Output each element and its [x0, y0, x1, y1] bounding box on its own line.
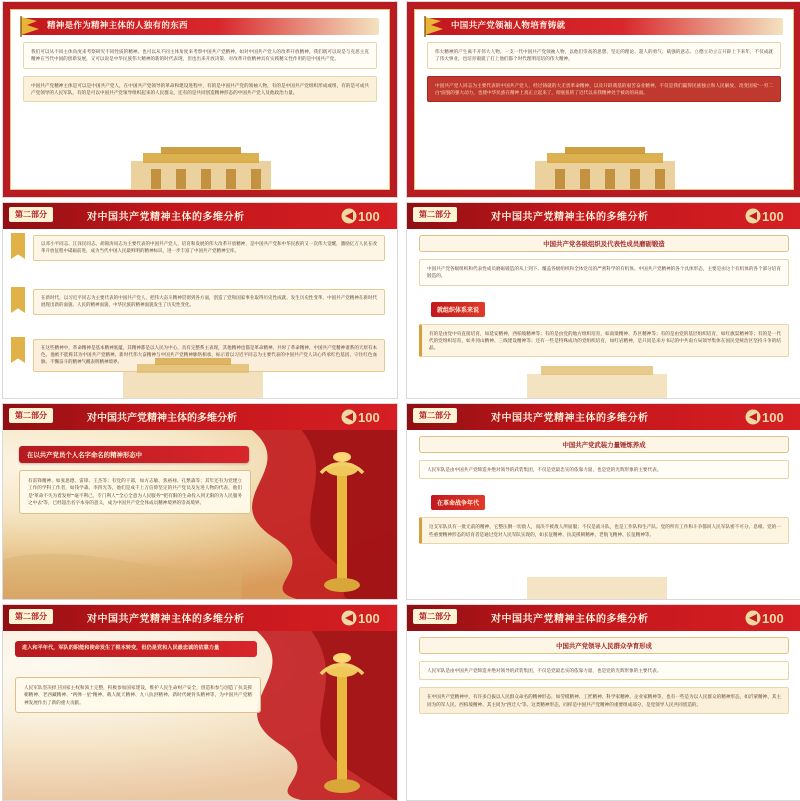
slide-8-body — [407, 631, 800, 800]
section-title: 对中国共产党精神主体的多维分析 — [87, 413, 237, 424]
section-tag: 第二部分 — [413, 207, 457, 222]
slide-2[interactable] — [406, 1, 800, 198]
slide-3-body — [3, 229, 397, 398]
tiananmen-silhouette — [407, 352, 787, 398]
slide-1-inner — [10, 9, 390, 190]
party-100-badge — [340, 608, 392, 628]
section-title: 对中国共产党精神主体的多维分析 — [87, 212, 245, 223]
slide-5-callout: 在以共产党员个人名字命名的精神形态中 — [19, 446, 249, 463]
svg-text:100: 100 — [762, 611, 784, 626]
slide-4-body — [407, 229, 800, 398]
slide-3-block-1: 以邓小平同志、江泽民同志、胡锦涛同志为主要代表的中国共产党人，培育和发展的伟大改革开放精神，是中国共产党和中华民族的又一次伟大觉醒，激励亿万人民在改革开放征程中砥砺前进，成为当代中国人民最鲜明的精神标识，进一步丰富了中国共产党精神宝库。 — [33, 235, 385, 261]
slide-6-body — [407, 430, 800, 599]
slide-4-subtitle-wrap — [419, 294, 789, 317]
section-tag: 第二部分 — [9, 207, 53, 222]
slide-6[interactable] — [406, 403, 800, 600]
slide-8[interactable] — [406, 604, 800, 801]
gold-column-icon — [315, 443, 369, 593]
section-title: 对中国共产党精神主体的多维分析 — [491, 614, 649, 625]
slide-1-title: 精神是作为精神主体的人独有的东西 — [47, 20, 188, 30]
slide-6-sub-para-1: 这支军队具有一批无前的精神，它整压倒一切敌人，而决不被敌人所屈服；不仅是战斗队，也是工作队和生产队。党的所有工作和斗争都同人民军队密不可分、息相。党的一些重要精神形态的培育者是通过党对人民军队实现的，如长征精神、抗美援朝精神、老航飞精神、长征精神等。 — [419, 517, 789, 544]
flag-icon — [421, 13, 447, 39]
slide-7[interactable] — [2, 604, 398, 801]
svg-text:100: 100 — [762, 209, 784, 224]
slide-8-para-1: 人民军队是由中国共产党缔造并绝对领导的武装集团，不仅是党最忠实的依靠力量，也是党的光辉形象的主要代表。 — [419, 661, 789, 680]
slide-3-block-2: 在新时代，以习近平同志为主要代表的中国共产党人，把伟大奋斗精神贯彻到各方面，创造了党和国家事业取得历史性成就、发生历史性变革，中国共产党精神在新时代展现出新的面貌、人民的精神面貌、中华民族的精神面貌发生了历史性变化。 — [33, 289, 385, 315]
gold-column-icon — [315, 644, 369, 794]
party-100-badge — [744, 407, 796, 427]
slide-5[interactable] — [2, 403, 398, 600]
slide-4-para-1: 中国共产党各级组织和代表性成员磨砺锻造的从上到下、覆盖各级组织和全体党员的严密科学的有机体。中国共产党精神的各个具体形态，主要是由这个有机体的各个部分培育锻造的。 — [419, 259, 789, 286]
party-100-badge — [340, 407, 392, 427]
svg-text:100: 100 — [358, 611, 380, 626]
slide-7-body — [3, 631, 397, 800]
ribbon-marker-3 — [11, 337, 25, 363]
slide-6-subtitle-wrap — [419, 487, 789, 510]
section-title: 对中国共产党精神主体的多维分析 — [87, 614, 245, 625]
slide-2-inner — [414, 9, 794, 190]
slide-5-body-text: 有雷锋精神、如张思德、雷锋、王杰等；有党的干部，如方志敏、焦裕禄、孔繁森等；其年还有为党建立工作的学科工作者，如钱学森、李四光等。他们是成千上万信仰坚定的共产党员及先进人物的代表，他们是“革命不失为着发财”“毫不利己，专门利人”“全心全意为人民服务”“把有限的生命投入到无限的为人民服务之中去”等，已经超出名字本身的意义，成为中国共产党全体成员精神境界的崇高境界。 — [19, 470, 251, 514]
flag-icon — [17, 13, 43, 39]
slide-4[interactable] — [406, 202, 800, 399]
section-tag: 第二部分 — [413, 408, 457, 423]
slide-4-sub-para-1: 有的是由党中央直接培育，如延安精神、西柏坡精神等；有的是由党的地方组织培育，如南梁精神、苏区精神等；有的是由党的基层组织培育，如红旗渠精神等；有的是一代代的党组织培育，如井冈山精神、三线建设精神等；还有一些是特殊成功的党组织培育，如红岩精神，是只同是来方书记的中共南方局领导集体在国民党统治区坚持斗争的结晶。 — [419, 324, 789, 358]
slide-4-title: 中国共产党各级组织及代表性成员磨砺锻造 — [419, 235, 789, 252]
slide-2-title: 中国共产党领袖人物培育铸就 — [451, 20, 566, 30]
slide-6-title: 中国共产党武装力量锤炼养成 — [419, 436, 789, 453]
section-tag: 第二部分 — [9, 408, 53, 423]
party-100-badge — [744, 206, 796, 226]
slide-6-subtitle: 在革命战争年代 — [431, 495, 485, 510]
party-100-badge — [340, 206, 392, 226]
slide-8-title: 中国共产党领导人民群众孕育形成 — [419, 637, 789, 654]
slide-2-para-2: 中国共产党人同志为主要代表的中国共产党人，经过铸就的大无畏革命精神，以及开辟奠基的艰苦奋业精神，不仅是我们赢得民族独立和人民解放、改变国家“一穷二白”面貌的强大动力，也使中华民族在精神上真正立起来了，彻底扭转了近代以来我精神处于被动的局面。 — [427, 76, 781, 103]
svg-text:100: 100 — [358, 209, 380, 224]
slide-1-header — [21, 18, 379, 35]
ribbon-marker-2 — [11, 287, 25, 313]
ribbon-marker-1 — [11, 233, 25, 259]
slide-1[interactable] — [2, 1, 398, 198]
section-tag: 第二部分 — [9, 609, 53, 624]
slide-5-body — [3, 430, 397, 599]
section-title: 对中国共产党精神主体的多维分析 — [491, 212, 649, 223]
slide-1-para-1: 我们可以从不同主体角度来考察研究不同性质的精神。也可以从不同主体角度来考察中国共产党精神。如对中国共产党人的改革开放精神。我们既可以说是与克思主克精神在当代中国的创新发展，又可以说是中华民族伟大精神的新的时代表现，但也出来开放决策、对改革开放精神具有实践精义性作用的是中国共产党。 — [23, 42, 377, 69]
section-tag: 第二部分 — [413, 609, 457, 624]
slide-1-para-2: 中国共产党精神主体是可以是中国共产党人，在中国共产党领导的革命和建设进程中，有的是中国共产党的领袖人物，有的是中国共产党组织形成或组，有的是可成共产党领导的人民军队，有的是可以中国共产党领导组织起来的人民群众，还有的是共同创造精神形态的中国共产党人及他政治力量。 — [23, 76, 377, 103]
svg-text:100: 100 — [762, 410, 784, 425]
slide-3[interactable] — [2, 202, 398, 399]
tiananmen-silhouette — [11, 143, 391, 189]
tiananmen-silhouette — [407, 553, 787, 599]
slide-4-subtitle: 就组织体系来说 — [431, 302, 485, 317]
slide-2-para-1: 伟大精神的产生离不开伟大人物。一支一代中国共产党领袖人物，以他们崇高的思想、坚定的理论、超人的勇气、斌强的意志、立德立功立言开辟上下来年，不仅成就了伟大事业，也培育锻就了打上他们都个时代理明培培的伟大精神。 — [427, 42, 781, 69]
slide-7-block-2: 人民军队坚决捍卫国家主权和领土完整，积极参加国家建设，维护人民生命财产安全，创造和参与创造了抗美援朝精神、老西藏精神、“两弹一星”精神、载人航天精神、九八抗洪精神、新时代硬骨头精神等，为中国共产党精神发展作出了新的重大贡献。 — [15, 677, 261, 713]
party-100-badge — [744, 608, 796, 628]
slide-2-header — [425, 18, 783, 35]
tiananmen-silhouette — [415, 143, 795, 189]
slide-3-block-3: 在这些精神中，革命精神是基本精神底蕴，其精神都是以人民为中心，具有完整系主表现，其他精神也都是革命精神、共时了革命精神、中国共产党精神谱系的天原有本色。他被不能称其为中国共产党精神。新时代伟大奋精神与中国共产党精神脉络相承，标示着以习近平同志为主要代表的中国共产党人决心传承红色基因、守住红色血脉、不懈奋斗的精神气概表明精神境界。 — [33, 339, 385, 372]
slide-8-para-2: 在中国共产党精神中，有许多自拔以人民群众命名的精神形态，如劳模精神、工匠精神、科学家精神、企业家精神等，也有一些是为以人民群众的精神形态，如沂蒙精神、其主同为的军人民、西柏坡精神、其主同为“西迁人”等。这类精神形态，同样是中国共产党精神的重要组成部分，是党领导人民共同创造的。 — [419, 687, 789, 714]
section-title: 对中国共产党精神主体的多维分析 — [491, 413, 649, 424]
svg-text:100: 100 — [358, 410, 380, 425]
slide-7-block-1: 进入和平年代，军队的职能和使命发生了根本转变，但仍是党和人民最忠诚的依靠力量 — [15, 641, 257, 657]
slide-6-para-1: 人民军队是由中国共产党缔造并绝对领导的武装集团，不仅是党最忠实的依靠力量，也是党的光辉形象的主要代表。 — [419, 460, 789, 479]
